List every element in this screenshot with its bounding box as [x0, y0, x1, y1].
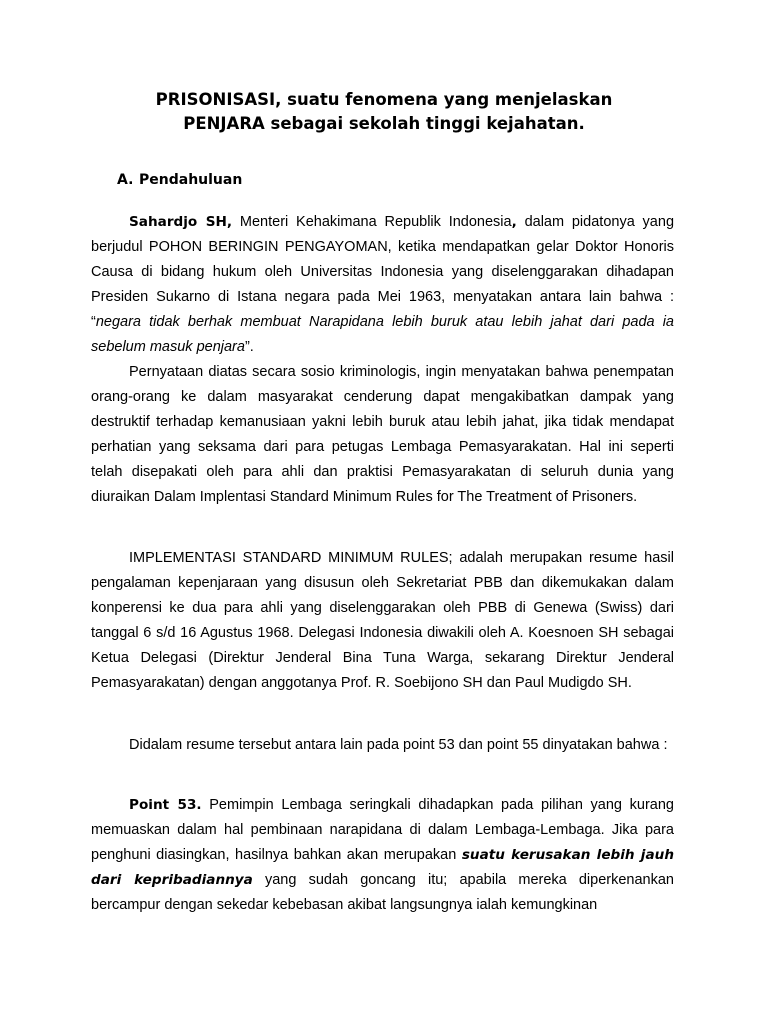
paragraph-3: IMPLEMENTASI STANDARD MINIMUM RULES; adalah merupakan resume hasil pengalaman kepenjaraan yang disusun oleh Sekretariat PBB dan dikemukakan dalam konperensi ke dua para ahli yang diselenggarakan oleh PBB di Genewa (Swiss) dari tanggal 6 s/d 16 Agustus 1968. Delegasi Indonesia diwakili oleh A. Koesnoen SH sebagai Ketua Delegasi (Direktur Jenderal Bina Tuna Warga, sekarang Direktur Jenderal Pemasyarakatan) dengan anggotanya Prof. R. Soebijono SH dan Paul Mudigdo SH.: [91, 550, 674, 691]
title-line-2-text: sebagai sekolah tinggi kejahatan.: [264, 114, 585, 133]
paragraph-1-lead: Sahardjo SH,: [129, 214, 233, 230]
title-line-1-bold: PRISONISASI,: [155, 90, 282, 109]
paragraph-1-text-b: dalam pidatonya yang berjudul POHON BERINGIN PENGAYOMAN, ketika mendapatkan gelar Doktor Honoris Causa di bidang hukum oleh Universitas Indonesia yang diselenggarakan dihadapan Presiden Sukarno di Istana negara pada Mei 1963, menyatakan antara lain bahwa : “: [91, 214, 675, 330]
title-line-2-bold: PENJARA: [183, 114, 265, 133]
paragraph-1-comma: ,: [511, 214, 517, 230]
paragraph-1-quote: negara tidak berhak membuat Narapidana lebih buruk atau lebih jahat dari pada ia sebelum masuk penjara: [91, 314, 674, 355]
paragraph-1-text-c: ”.: [244, 339, 254, 355]
section-heading: [117, 170, 242, 190]
document-title: [0, 88, 768, 136]
section-title: Pendahuluan: [139, 172, 243, 188]
paragraph-5: [91, 793, 674, 924]
title-line-2: [0, 112, 768, 136]
paragraph-5-emphasis-text: suatu kerusakan lebih jauh dari kepribadiannya: [91, 847, 674, 888]
paragraph-5-text-a: Pemimpin Lembaga seringkali dihadapkan pada pilihan yang kurang memuaskan dalam hal pembinaan narapidana di dalam Lembaga-Lembaga. Jika para penghuni diasingkan, hasilnya bahkan akan merupakan: [91, 797, 674, 863]
paragraph-5-lead: Point 53.: [129, 797, 202, 813]
paragraph-4: Didalam resume tersebut antara lain pada point 53 dan point 55 dinyatakan bahwa :: [129, 737, 668, 753]
paragraph-1-text-a: Menteri Kehakimana Republik Indonesia: [232, 214, 512, 230]
section-number: A.: [117, 172, 134, 188]
title-line-1-text: suatu fenomena yang menjelaskan: [281, 90, 613, 109]
paragraph-2: Pernyataan diatas secara sosio kriminologis, ingin menyatakan bahwa penempatan orang-orang ke dalam masyarakat cenderung dapat mengakibatkan dampak yang destruktif terhadap kemanusiaan yakni lebih buruk atau lebih jahat, jika tidak mendapat perhatian yang seksama dari para petugas Lembaga Pemasyarakatan. Hal ini seperti telah disepakati oleh para ahli dan praktisi Pemasyarakatan di seluruh dunia yang diuraikan Dalam Implentasi Standard Minimum Rules for The Treatment of Prisoners.: [91, 364, 674, 505]
title-line-1: [0, 88, 768, 112]
paragraph-5-text-b: yang sudah goncang itu; apabila mereka diperkenankan bercampur dengan sekedar kebebasan akibat langsungnya ialah kemungkinan: [91, 872, 674, 913]
paragraph-1: [91, 210, 674, 360]
